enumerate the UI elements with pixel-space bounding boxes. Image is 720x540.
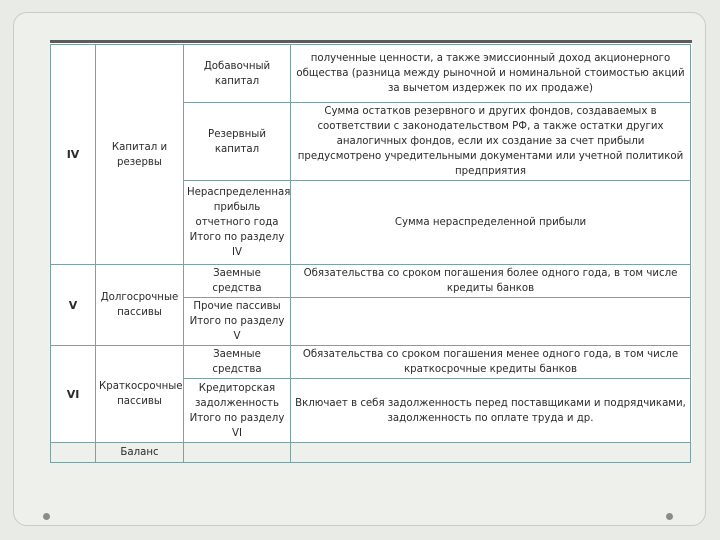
item-long-term-loans: Заемные средства xyxy=(184,265,291,298)
desc-additional-capital: полученные ценности, а также эмиссионный доход акционерного общества (разница между рыночной и номинальной стоимостью акций за вычетом издержек по их продаже) xyxy=(291,45,691,103)
balance-table-sheet xyxy=(50,40,692,458)
section-number-vi: VI xyxy=(51,346,96,443)
table-row xyxy=(51,45,691,103)
section-number-v: V xyxy=(51,265,96,346)
total-v-label: Итого по разделу V xyxy=(189,316,285,342)
balance-number-cell xyxy=(51,443,96,463)
section-number-iv: IV xyxy=(51,45,96,265)
section-name-vi: Краткосрочные пассивы xyxy=(96,346,184,443)
section-name-iv: Капитал и резервы xyxy=(96,45,184,265)
other-liabilities-label: Прочие пассивы xyxy=(193,301,281,312)
desc-reserve-capital: Сумма остатков резервного и других фондов, создаваемых в соответствии с законодательством РФ, а также остатки других аналогичных фондов, если их создание за счет прибыли предусмотрено учредительными документами или учетной политикой предприятия xyxy=(291,103,691,181)
item-additional-capital: Добавочный капитал xyxy=(184,45,291,103)
table-row xyxy=(51,443,691,463)
right-bullet-dot xyxy=(666,513,673,520)
desc-retained-earnings: Сумма нераспределенной прибыли xyxy=(291,181,691,265)
balance-item-cell xyxy=(184,443,291,463)
balance-liabilities-table xyxy=(50,44,691,463)
total-vi-label: Итого по разделу VI xyxy=(189,412,285,439)
desc-accounts-payable: Включает в себя задолженность перед поставщиками и подрядчиками, задолженность по оплате труда и др. xyxy=(291,379,691,443)
item-other-liabilities xyxy=(184,298,291,346)
item-accounts-payable xyxy=(184,379,291,443)
desc-long-term-loans: Обязательства со сроком погашения более одного года, в том числе кредиты банков xyxy=(291,265,691,298)
retained-earnings-label: Нераспределенная прибыль отчетного года xyxy=(187,187,291,228)
table-row xyxy=(51,346,691,379)
item-short-term-loans: Заемные средства xyxy=(184,346,291,379)
balance-desc-cell xyxy=(291,443,691,463)
balance-label: Баланс xyxy=(96,443,184,463)
accounts-payable-label: Кредиторская задолженность xyxy=(195,382,279,409)
left-bullet-dot xyxy=(43,513,50,520)
item-reserve-capital: Резервный капитал xyxy=(184,103,291,181)
item-retained-earnings xyxy=(184,181,291,265)
top-border-line xyxy=(50,40,692,43)
desc-other-liabilities xyxy=(291,298,691,346)
desc-short-term-loans: Обязательства со сроком погашения менее одного года, в том числе краткосрочные кредиты банков xyxy=(291,346,691,379)
total-iv-label: Итого по разделу IV xyxy=(189,232,285,258)
section-name-v: Долгосрочные пассивы xyxy=(96,265,184,346)
table-row xyxy=(51,265,691,298)
